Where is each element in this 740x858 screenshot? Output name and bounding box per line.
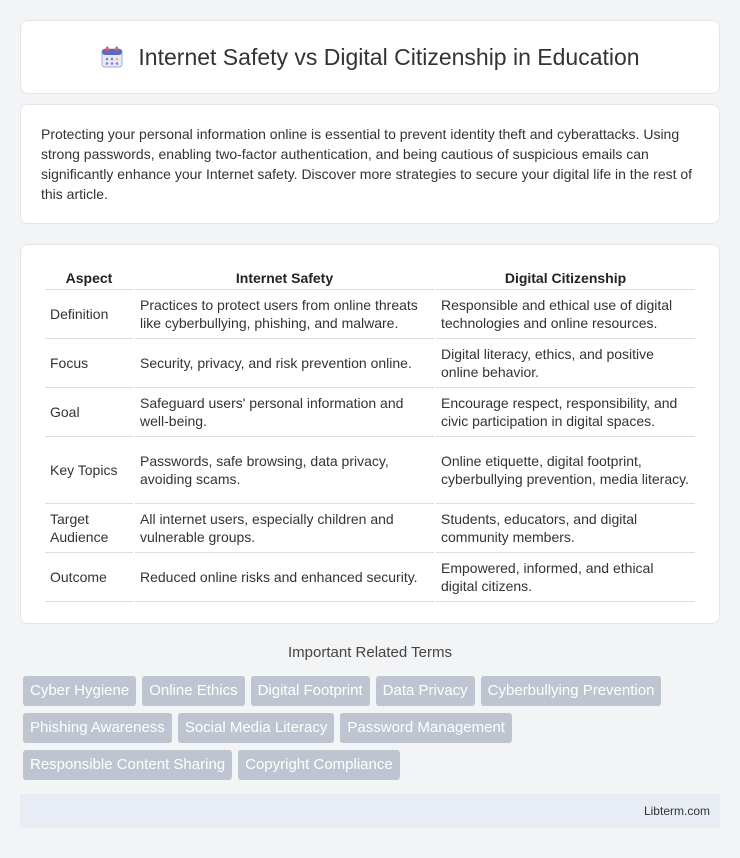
table-row bbox=[45, 553, 695, 602]
tag-cyber-hygiene[interactable]: Cyber Hygiene bbox=[23, 676, 136, 706]
row-aspect: Definition bbox=[45, 290, 133, 339]
tag-password-management[interactable]: Password Management bbox=[340, 713, 512, 743]
row-aspect: Outcome bbox=[45, 553, 133, 602]
tag-phishing-awareness[interactable]: Phishing Awareness bbox=[23, 713, 172, 743]
row-internet-safety: Passwords, safe browsing, data privacy, avoiding scams. bbox=[135, 437, 434, 504]
tag-data-privacy[interactable]: Data Privacy bbox=[376, 676, 475, 706]
header-digital-citizenship: Digital Citizenship bbox=[436, 265, 695, 290]
page-title: Internet Safety vs Digital Citizenship in Education bbox=[138, 43, 640, 70]
row-internet-safety: Reduced online risks and enhanced security. bbox=[135, 553, 434, 602]
footer-brand[interactable]: Libterm.com bbox=[643, 804, 710, 818]
table-row bbox=[45, 290, 695, 339]
row-internet-safety: Practices to protect users from online threats like cyberbullying, phishing, and malware. bbox=[135, 290, 434, 339]
table-row bbox=[45, 388, 695, 437]
table-row bbox=[45, 339, 695, 388]
row-aspect: Key Topics bbox=[45, 437, 133, 504]
related-terms-title: Important Related Terms bbox=[288, 644, 452, 661]
row-digital-citizenship: Students, educators, and digital community members. bbox=[436, 504, 695, 553]
row-digital-citizenship: Encourage respect, responsibility, and civic participation in digital spaces. bbox=[436, 388, 695, 437]
tag-cyberbullying-prevention[interactable]: Cyberbullying Prevention bbox=[481, 676, 662, 706]
header-card bbox=[20, 20, 720, 94]
intro-text: Protecting your personal information online is essential to prevent identity theft and cyberattacks. Using strong passwords, enabling two-factor authentication, and being cautious of suspicious emails can significantly enhance your Internet safety. Discover more strategies to secure your digital life in the rest of this article. bbox=[41, 126, 693, 202]
row-internet-safety: All internet users, especially children and vulnerable groups. bbox=[135, 504, 434, 553]
row-aspect: Target Audience bbox=[45, 504, 133, 553]
row-digital-citizenship: Responsible and ethical use of digital technologies and online resources. bbox=[436, 290, 695, 339]
row-aspect: Goal bbox=[45, 388, 133, 437]
header-aspect: Aspect bbox=[45, 265, 133, 290]
row-digital-citizenship: Empowered, informed, and ethical digital citizens. bbox=[436, 553, 695, 602]
tag-digital-footprint[interactable]: Digital Footprint bbox=[251, 676, 370, 706]
tag-online-ethics[interactable]: Online Ethics bbox=[142, 676, 244, 706]
related-terms-tags bbox=[23, 676, 723, 780]
row-aspect: Focus bbox=[45, 339, 133, 388]
row-digital-citizenship: Digital literacy, ethics, and positive online behavior. bbox=[436, 339, 695, 388]
footer bbox=[20, 794, 720, 828]
table-row bbox=[45, 504, 695, 553]
tag-responsible-content-sharing[interactable]: Responsible Content Sharing bbox=[23, 750, 232, 780]
row-internet-safety: Security, privacy, and risk prevention online. bbox=[135, 339, 434, 388]
table-row bbox=[45, 437, 695, 504]
comparison-table-card bbox=[20, 244, 720, 624]
intro-card bbox=[20, 104, 720, 224]
row-digital-citizenship: Online etiquette, digital footprint, cyberbullying prevention, media literacy. bbox=[436, 437, 695, 504]
comparison-table bbox=[43, 265, 697, 602]
table-header-row bbox=[45, 265, 695, 290]
tag-copyright-compliance[interactable]: Copyright Compliance bbox=[238, 750, 400, 780]
row-internet-safety: Safeguard users' personal information and well-being. bbox=[135, 388, 434, 437]
tag-social-media-literacy[interactable]: Social Media Literacy bbox=[178, 713, 335, 743]
header-internet-safety: Internet Safety bbox=[135, 265, 434, 290]
calendar-icon bbox=[100, 45, 124, 69]
